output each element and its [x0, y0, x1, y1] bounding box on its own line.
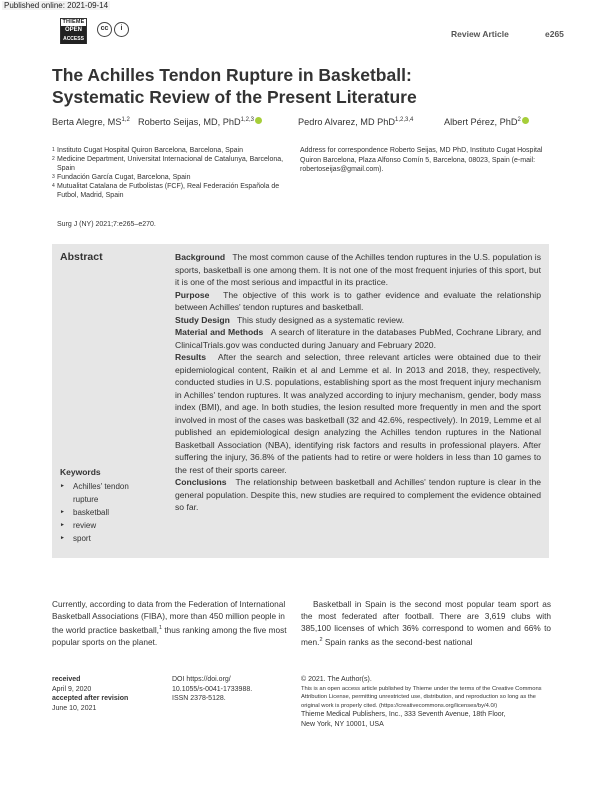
- page-number: e265: [545, 29, 564, 39]
- keyword-item: ► Achilles' tendon rupture: [60, 480, 150, 506]
- author: Albert Pérez, PhD$^2$: [444, 117, 529, 127]
- citation: Surg J (NY) 2021;7:e265–e270.: [57, 221, 156, 228]
- cc-icon: cc: [97, 22, 112, 37]
- keyword-item: ► basketball: [60, 506, 150, 519]
- keyword-item: ► review: [60, 519, 150, 532]
- article-title: The Achilles Tendon Rupture in Basketball: Systematic Review of the Present Literature: [52, 65, 417, 107]
- license-text: This is an open access article published by Thieme under the terms of the Creative Commons Attribution License, permitting unrestricted use, distribution, and reproduction so long as the original work is properly cited. (https://creativecommons.org/licenses/by/4.0/): [301, 685, 542, 709]
- abstract-background: Background The most common cause of the Achilles tendon ruptures in the U.S. population is sports, basketball is one among them. It is not one of the most frequent injuries of this sport, but it is one of the most serious and impactful in its practice.: [175, 252, 541, 287]
- abstract-methods: Material and Methods A search of literature in the databases PubMed, Cochrane Library, and ClinicalTrials.gov was conducted during January and February 2020.: [175, 327, 541, 350]
- body-text-right: Basketball in Spain is the second most popular team sport as the most federated after football. There are 3,619 clubs with 385,100 licenses of which 36% correspond to women and 66% to men.$^2$ Spain ranks as the second-best national: [301, 599, 551, 647]
- published-online-date: Published online: 2021-09-14: [4, 1, 109, 10]
- abstract-study-design: Study Design This study designed as a systematic review.: [175, 314, 405, 325]
- keywords-list: [60, 480, 150, 545]
- abstract-results: Results After the search and selection, three relevant articles were obtained due to their epidemiological content, Raikin et al and Lemme et al. In 2013 and 2018, they, respectively, conducted studies in U.S. populations, establishing sport as the most frequent injury mechanism in Achilles' tendon ruptures. It was analyzed according to injury mechanism, gender, body mass index (BMI), and age. In both studies, the lesion resulted more frequently in men and the sport involved in most of the cases was basketball (32 and 42.6%, respectively). In 2019, Lemme et al published an epidemiological design analyzing the Achilles tendon ruptures in the National Basketball Association (NBA), identifying risk factors and results in professional players. After suffering the injury, 36.8% of the patients had to retire or were holders in less than 10 games to the rest of their sports career.: [175, 352, 541, 475]
- abstract-text: [175, 251, 541, 514]
- keyword-item: ► sport: [60, 532, 150, 545]
- abstract-conclusions: Conclusions The relationship between basketball and Achilles' tendon rupture is clear in the general population. Despite this, new studies are required to complement the evidence obtained so far.: [175, 477, 542, 512]
- correspondence-address: Address for correspondence Roberto Seijas, MD PhD, Instituto Cugat Hospital Quiron Barcelona, Plaza Alfonso Comín 5, Barcelona, 08023, Spain (e-mail: robertoseijas@gmail.com).: [300, 147, 543, 173]
- affiliation: 3 Fundación García Cugat, Barcelona, Spain: [52, 174, 191, 181]
- author: Pedro Alvarez, MD PhD$^{1,2,3,4}$: [298, 117, 414, 128]
- received-dates: received April 9, 2020 accepted after revision June 10, 2021: [52, 676, 129, 712]
- affiliation: 1 Instituto Cugat Hospital Quiron Barcelona, Barcelona, Spain: [52, 147, 243, 154]
- attribution-icon: i: [114, 22, 129, 37]
- thieme-open-access-logo: THIEME OPEN ACCESS: [60, 18, 87, 44]
- doi-link[interactable]: DOI https://doi.org/: [172, 676, 231, 683]
- orcid-icon[interactable]: [255, 117, 262, 124]
- creative-commons-icons[interactable]: [97, 22, 129, 37]
- author: Berta Alegre, MS$^{1,2}$: [52, 117, 130, 128]
- affiliation: 4 Mutualitat Catalana de Futbolistas (FCF), Real Federación Española de Futbol, Madrid, Spain: [52, 183, 280, 199]
- body-text-left: Currently, according to data from the Federation of International Basketball Associations (FIBA), more than 450 million people in the world practice basketball,$^1$ thus ranking among the five most popular sports on the planet.: [52, 599, 287, 647]
- abstract-purpose: Purpose The objective of this work is to gather evidence and evaluate the relationship between Achilles' tendon ruptures and basketball.: [175, 289, 541, 312]
- copyright-block: © 2021. The Author(s). This is an open access article published by Thieme under the terms of the Creative Commons Attribution License, permitting unrestricted use, distribution, and reproduction so long as the original work is properly cited. (https://creativecommons.org/licenses/by/4.0/) Thieme Medical Publishers, Inc., 333 Seventh Avenue, 18th Floor, New York, NY 10001, USA: [301, 675, 551, 729]
- keywords-heading: Keywords: [60, 467, 101, 477]
- author: Roberto Seijas, MD, PhD$^{1,2,3}$: [138, 117, 262, 127]
- affiliations: [52, 146, 287, 200]
- affiliation: 2 Medicine Department, Universitat Internacional de Catalunya, Barcelona, Spain: [52, 156, 284, 172]
- doi-block: DOI https://doi.org/ 10.1055/s-0041-1733988. ISSN 2378-5128.: [172, 676, 253, 702]
- abstract-heading: Abstract: [60, 251, 103, 263]
- article-type: Review Article: [451, 29, 509, 39]
- orcid-icon[interactable]: [522, 117, 529, 124]
